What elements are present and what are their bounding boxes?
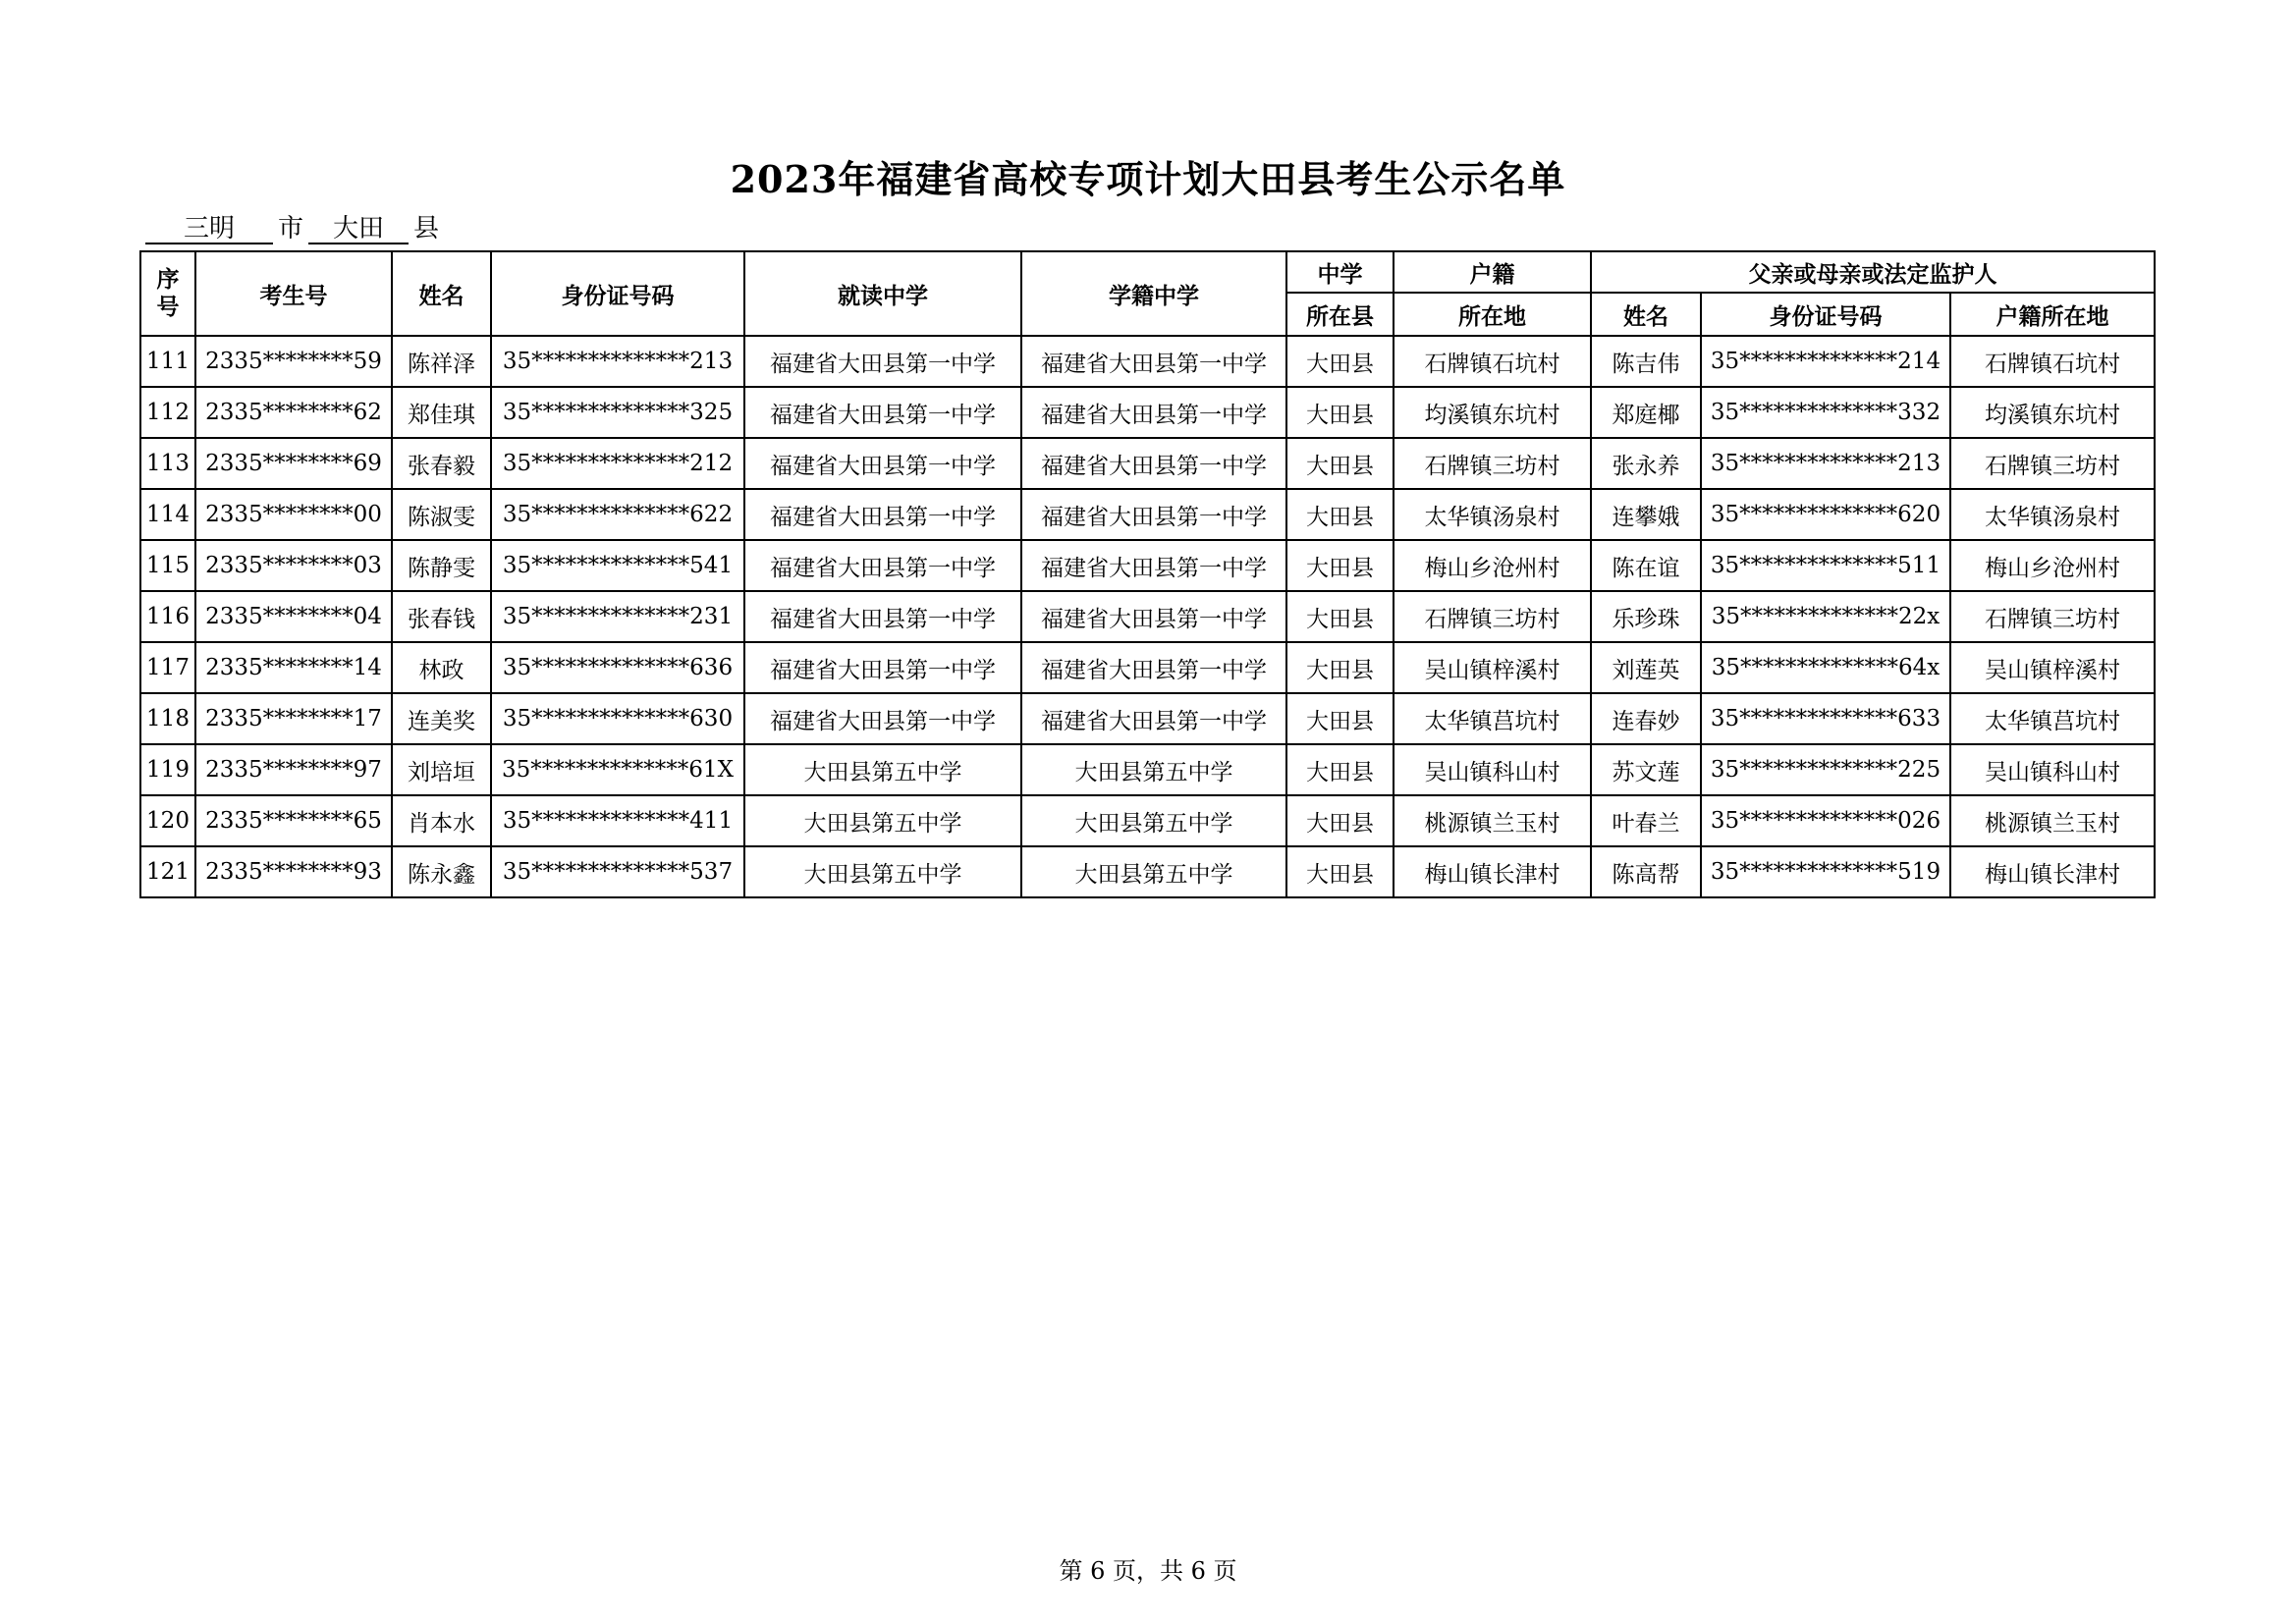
cell-school-county: 大田县 — [1286, 540, 1394, 591]
cell-guardian-id: 35**************22x — [1701, 591, 1950, 642]
cell-guardian-name: 郑庭椰 — [1591, 387, 1701, 438]
cell-school: 大田县第五中学 — [744, 744, 1021, 795]
header-household-top: 户籍 — [1394, 251, 1591, 293]
cell-guardian-name: 张永养 — [1591, 438, 1701, 489]
cell-id-no: 35**************541 — [491, 540, 744, 591]
cell-seq: 121 — [140, 846, 195, 897]
cell-seq: 117 — [140, 642, 195, 693]
cell-registered-school: 福建省大田县第一中学 — [1021, 336, 1286, 387]
cell-registered-school: 福建省大田县第一中学 — [1021, 591, 1286, 642]
header-school: 就读中学 — [744, 251, 1021, 336]
cell-school: 福建省大田县第一中学 — [744, 489, 1021, 540]
cell-guardian-household: 石牌镇三坊村 — [1950, 591, 2155, 642]
cell-name: 肖本水 — [392, 795, 491, 846]
cell-household: 吴山镇梓溪村 — [1394, 642, 1591, 693]
cell-name: 连美奖 — [392, 693, 491, 744]
header-registered-school: 学籍中学 — [1021, 251, 1286, 336]
cell-exam-no: 2335********03 — [195, 540, 392, 591]
cell-guardian-name: 陈在谊 — [1591, 540, 1701, 591]
cell-school: 福建省大田县第一中学 — [744, 438, 1021, 489]
header-seq — [140, 251, 195, 336]
cell-school-county: 大田县 — [1286, 387, 1394, 438]
header-guardian-name: 姓名 — [1591, 293, 1701, 336]
cell-school: 福建省大田县第一中学 — [744, 591, 1021, 642]
cell-id-no: 35**************636 — [491, 642, 744, 693]
cell-name: 陈祥泽 — [392, 336, 491, 387]
table-row — [140, 387, 2155, 438]
table-row — [140, 642, 2155, 693]
table-row — [140, 591, 2155, 642]
cell-seq: 118 — [140, 693, 195, 744]
cell-guardian-household: 太华镇汤泉村 — [1950, 489, 2155, 540]
header-name: 姓名 — [392, 251, 491, 336]
cell-guardian-name: 陈吉伟 — [1591, 336, 1701, 387]
cell-name: 张春毅 — [392, 438, 491, 489]
cell-name: 张春钱 — [392, 591, 491, 642]
cell-household: 石牌镇三坊村 — [1394, 438, 1591, 489]
cell-guardian-name: 乐珍珠 — [1591, 591, 1701, 642]
cell-household: 桃源镇兰玉村 — [1394, 795, 1591, 846]
table-row — [140, 336, 2155, 387]
cell-guardian-household: 石牌镇石坑村 — [1950, 336, 2155, 387]
table-row — [140, 540, 2155, 591]
cell-seq: 111 — [140, 336, 195, 387]
header-id-no: 身份证号码 — [491, 251, 744, 336]
cell-exam-no: 2335********14 — [195, 642, 392, 693]
cell-id-no: 35**************630 — [491, 693, 744, 744]
cell-registered-school: 福建省大田县第一中学 — [1021, 693, 1286, 744]
cell-id-no: 35**************622 — [491, 489, 744, 540]
cell-name: 陈永鑫 — [392, 846, 491, 897]
cell-household: 梅山乡沧州村 — [1394, 540, 1591, 591]
table-body — [140, 336, 2155, 897]
cell-name: 郑佳琪 — [392, 387, 491, 438]
city-suffix: 市 — [277, 214, 303, 244]
cell-school: 福建省大田县第一中学 — [744, 540, 1021, 591]
table-row — [140, 744, 2155, 795]
page-title: 2023年福建省高校专项计划大田县考生公示名单 — [730, 157, 1566, 201]
header-seq-top: 序 — [156, 267, 180, 293]
cell-school-county: 大田县 — [1286, 693, 1394, 744]
cell-name: 林政 — [392, 642, 491, 693]
cell-seq: 115 — [140, 540, 195, 591]
cell-registered-school: 大田县第五中学 — [1021, 744, 1286, 795]
cell-school-county: 大田县 — [1286, 591, 1394, 642]
cell-name: 刘培垣 — [392, 744, 491, 795]
cell-school: 福建省大田县第一中学 — [744, 336, 1021, 387]
cell-id-no: 35**************537 — [491, 846, 744, 897]
cell-school-county: 大田县 — [1286, 795, 1394, 846]
cell-registered-school: 福建省大田县第一中学 — [1021, 642, 1286, 693]
cell-school-county: 大田县 — [1286, 642, 1394, 693]
cell-school-county: 大田县 — [1286, 336, 1394, 387]
header-guardian-group: 父亲或母亲或法定监护人 — [1591, 251, 2155, 293]
cell-seq: 113 — [140, 438, 195, 489]
cell-guardian-id: 35**************519 — [1701, 846, 1950, 897]
cell-school-county: 大田县 — [1286, 489, 1394, 540]
cell-guardian-name: 刘莲英 — [1591, 642, 1701, 693]
cell-registered-school: 福建省大田县第一中学 — [1021, 438, 1286, 489]
cell-exam-no: 2335********97 — [195, 744, 392, 795]
cell-seq: 116 — [140, 591, 195, 642]
cell-exam-no: 2335********93 — [195, 846, 392, 897]
cell-guardian-household: 梅山乡沧州村 — [1950, 540, 2155, 591]
cell-school-county: 大田县 — [1286, 744, 1394, 795]
cell-guardian-name: 陈高帮 — [1591, 846, 1701, 897]
cell-registered-school: 福建省大田县第一中学 — [1021, 540, 1286, 591]
header-seq-bottom: 号 — [156, 295, 180, 320]
cell-exam-no: 2335********69 — [195, 438, 392, 489]
cell-guardian-household: 吴山镇梓溪村 — [1950, 642, 2155, 693]
cell-id-no: 35**************231 — [491, 591, 744, 642]
cell-guardian-name: 苏文莲 — [1591, 744, 1701, 795]
cell-seq: 119 — [140, 744, 195, 795]
header-household-bottom: 所在地 — [1394, 293, 1591, 336]
cell-school: 福建省大田县第一中学 — [744, 693, 1021, 744]
cell-guardian-id: 35**************026 — [1701, 795, 1950, 846]
cell-school-county: 大田县 — [1286, 438, 1394, 489]
cell-guardian-id: 35**************64x — [1701, 642, 1950, 693]
cell-household: 石牌镇三坊村 — [1394, 591, 1591, 642]
cell-guardian-id: 35**************213 — [1701, 438, 1950, 489]
cell-household: 石牌镇石坑村 — [1394, 336, 1591, 387]
cell-guardian-name: 连攀娥 — [1591, 489, 1701, 540]
cell-guardian-household: 均溪镇东坑村 — [1950, 387, 2155, 438]
cell-id-no: 35**************212 — [491, 438, 744, 489]
cell-id-no: 35**************213 — [491, 336, 744, 387]
header-guardian-id: 身份证号码 — [1701, 293, 1950, 336]
cell-guardian-name: 连春妙 — [1591, 693, 1701, 744]
cell-guardian-household: 梅山镇长津村 — [1950, 846, 2155, 897]
cell-guardian-household: 桃源镇兰玉村 — [1950, 795, 2155, 846]
cell-exam-no: 2335********04 — [195, 591, 392, 642]
cell-exam-no: 2335********00 — [195, 489, 392, 540]
header-exam-no: 考生号 — [195, 251, 392, 336]
cell-household: 太华镇汤泉村 — [1394, 489, 1591, 540]
cell-name: 陈静雯 — [392, 540, 491, 591]
county-suffix: 县 — [412, 214, 439, 244]
cell-guardian-household: 太华镇莒坑村 — [1950, 693, 2155, 744]
cell-household: 吴山镇科山村 — [1394, 744, 1591, 795]
cell-name: 陈淑雯 — [392, 489, 491, 540]
city-value: 三明 — [145, 215, 273, 244]
table-row — [140, 693, 2155, 744]
cell-exam-no: 2335********65 — [195, 795, 392, 846]
roster-table — [139, 250, 2156, 898]
cell-guardian-household: 吴山镇科山村 — [1950, 744, 2155, 795]
table-row — [140, 489, 2155, 540]
cell-guardian-id: 35**************225 — [1701, 744, 1950, 795]
header-guardian-household: 户籍所在地 — [1950, 293, 2155, 336]
cell-exam-no: 2335********62 — [195, 387, 392, 438]
location-line — [145, 214, 444, 244]
cell-guardian-id: 35**************332 — [1701, 387, 1950, 438]
cell-exam-no: 2335********59 — [195, 336, 392, 387]
table-row — [140, 846, 2155, 897]
cell-registered-school: 福建省大田县第一中学 — [1021, 387, 1286, 438]
cell-guardian-id: 35**************214 — [1701, 336, 1950, 387]
table-row — [140, 795, 2155, 846]
page-footer: 第 6 页，共 6 页 — [1059, 1557, 1237, 1585]
cell-id-no: 35**************325 — [491, 387, 744, 438]
cell-school-county: 大田县 — [1286, 846, 1394, 897]
cell-household: 均溪镇东坑村 — [1394, 387, 1591, 438]
cell-id-no: 35**************61X — [491, 744, 744, 795]
cell-school: 福建省大田县第一中学 — [744, 387, 1021, 438]
cell-school: 大田县第五中学 — [744, 795, 1021, 846]
cell-id-no: 35**************411 — [491, 795, 744, 846]
cell-guardian-household: 石牌镇三坊村 — [1950, 438, 2155, 489]
county-value: 大田 — [308, 215, 409, 244]
cell-registered-school: 大田县第五中学 — [1021, 795, 1286, 846]
cell-school: 福建省大田县第一中学 — [744, 642, 1021, 693]
table-header — [140, 251, 2155, 336]
cell-registered-school: 大田县第五中学 — [1021, 846, 1286, 897]
cell-school: 大田县第五中学 — [744, 846, 1021, 897]
cell-guardian-name: 叶春兰 — [1591, 795, 1701, 846]
cell-seq: 114 — [140, 489, 195, 540]
cell-guardian-id: 35**************511 — [1701, 540, 1950, 591]
cell-household: 太华镇莒坑村 — [1394, 693, 1591, 744]
cell-registered-school: 福建省大田县第一中学 — [1021, 489, 1286, 540]
header-school-county-top: 中学 — [1286, 251, 1394, 293]
cell-seq: 120 — [140, 795, 195, 846]
cell-guardian-id: 35**************633 — [1701, 693, 1950, 744]
cell-guardian-id: 35**************620 — [1701, 489, 1950, 540]
table-row — [140, 438, 2155, 489]
header-school-county-bottom: 所在县 — [1286, 293, 1394, 336]
cell-exam-no: 2335********17 — [195, 693, 392, 744]
cell-seq: 112 — [140, 387, 195, 438]
cell-household: 梅山镇长津村 — [1394, 846, 1591, 897]
